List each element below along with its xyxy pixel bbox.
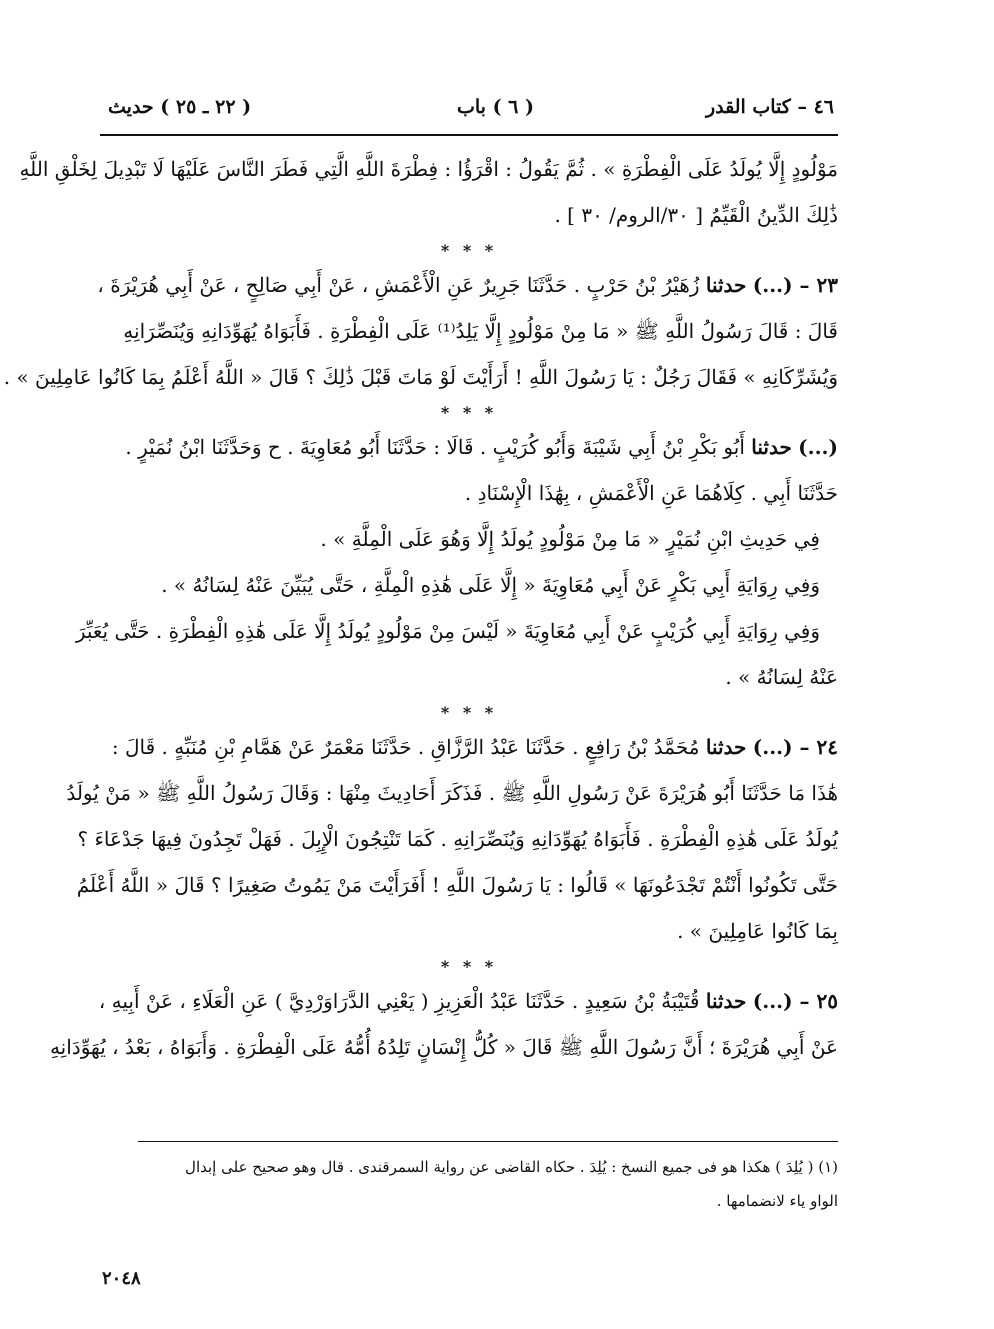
header-book-title: ٤٦ – كتاب القدر xyxy=(705,96,834,118)
section-separator xyxy=(100,241,838,260)
line-text: بِمَا كَانُوا عَامِلِينَ » . xyxy=(677,919,838,943)
text-line xyxy=(100,516,838,562)
hadith-number: (...) xyxy=(798,435,838,459)
stars-glyphs: * * * xyxy=(440,957,498,976)
section-separator xyxy=(100,957,838,976)
text-line xyxy=(66,770,838,816)
text-line xyxy=(100,654,838,700)
haddathana-marker: حدثنا xyxy=(705,735,747,759)
hadith-opening-line xyxy=(100,724,838,770)
hadith-number: ٢٣ – (...) xyxy=(752,273,838,297)
line-text: فِي حَدِيثِ ابْنِ نُمَيْرٍ « مَا مِنْ مَوْلُودٍ يُولَدُ إِلَّا وَهُوَ عَلَى الْمِلَّةِ » . xyxy=(320,527,820,551)
text-line xyxy=(3,354,838,400)
header-chapter: ( ٦ ) باب xyxy=(456,96,534,118)
stars-glyphs: * * * xyxy=(440,403,498,422)
line-text: وَفِي رِوَايَةِ أَبِي بَكْرٍ عَنْ أَبِي مُعَاوِيَةَ « إِلَّا عَلَى هَٰذِهِ الْمِلَّةِ ، حَتَّى يُبَيِّنَ عَنْهُ لِسَانُهُ » . xyxy=(161,573,820,597)
text-line xyxy=(100,562,838,608)
line-text: يُولَدُ عَلَى هَٰذِهِ الْفِطْرَةِ . فَأَبَوَاهُ يُهَوِّدَانِهِ وَيُنَصِّرَانِهِ . كَمَا تَنْتِجُونَ الْإِبِلَ . فَهَلْ تَجِدُونَ فِيهَا جَدْعَاءَ ؟ xyxy=(77,827,838,851)
haddathana-marker: حدثنا xyxy=(751,435,792,459)
line-text: مُحَمَّدُ بْنُ رَافِعٍ . حَدَّثَنَا عَبْدُ الرَّزَّاقِ . حَدَّثَنَا مَعْمَرٌ عَنْ هَمَّامِ بْنِ مُنَبِّهٍ . قَالَ : xyxy=(111,735,700,759)
line-text: قَالَ : قَالَ رَسُولُ اللَّهِ ﷺ « مَا مِنْ مَوْلُودٍ إِلَّا يَلِدُ⁽¹⁾ عَلَى الْفِطْرَةِ . فَأَبَوَاهُ يُهَوِّدَانِهِ وَيُنَصِّرَانِهِ xyxy=(123,319,838,343)
page-number: ٢٠٤٨ xyxy=(102,1268,141,1289)
text-line xyxy=(100,470,838,516)
text-line xyxy=(76,862,838,908)
text-line xyxy=(19,146,838,192)
footnote-rule xyxy=(138,1141,838,1142)
hadith-opening-line xyxy=(100,424,838,470)
main-text xyxy=(3,146,838,1070)
hadith-number: ٢٤ – (...) xyxy=(752,735,838,759)
hadith-opening-line xyxy=(100,978,838,1024)
line-text: قُتَيْبَةُ بْنُ سَعِيدٍ . حَدَّثَنَا عَبْدُ الْعَزِيزِ ( يَعْنِي الدَّرَاوَرْدِيَّ ) عَنِ الْعَلَاءِ ، عَنْ أَبِيهِ ، xyxy=(98,989,700,1013)
line-text: أَبُو بَكْرِ بْنُ أَبِي شَيْبَةَ وَأَبُو كُرَيْبٍ . قَالَا : حَدَّثَنَا أَبُو مُعَاوِيَةَ . ح وَحَدَّثَنَا ابْنُ نُمَيْرٍ . xyxy=(125,435,745,459)
line-text: زُهَيْرُ بْنُ حَرْبٍ . حَدَّثَنَا جَرِيرٌ عَنِ الْأَعْمَشِ ، عَنْ أَبِي صَالِحٍ ، عَنْ أَبِي هُرَيْرَةَ ، xyxy=(97,273,700,297)
text-line xyxy=(100,192,838,238)
line-text: هَٰذَا مَا حَدَّثَنَا أَبُو هُرَيْرَةَ عَنْ رَسُولِ اللَّهِ ﷺ . فَذَكَرَ أَحَادِيثَ مِنْهَا : وَقَالَ رَسُولُ اللَّهِ ﷺ « مَنْ يُولَدُ xyxy=(66,781,838,805)
line-text: عَنْ أَبِي هُرَيْرَةَ ؛ أَنَّ رَسُولَ اللَّهِ ﷺ قَالَ « كُلُّ إِنْسَانٍ تَلِدُهُ أُمُّهُ عَلَى الْفِطْرَةِ . وَأَبَوَاهُ ، بَعْدُ ، يُهَوِّدَانِهِ xyxy=(49,1035,838,1059)
line-text: حَتَّى تَكُونُوا أَنْتُمْ تَجْدَعُونَهَا » قَالُوا : يَا رَسُولَ اللَّهِ ! أَفَرَأَيْتَ مَنْ يَمُوتُ صَغِيرًا ؟ قَالَ « اللَّهُ أَعْلَمُ xyxy=(76,873,838,897)
line-text: وَيُشَرِّكَانِهِ » فَقَالَ رَجُلٌ : يَا رَسُولَ اللَّهِ ! أَرَأَيْتَ لَوْ مَاتَ قَبْلَ ذَٰلِكَ ؟ قَالَ « اللَّهُ أَعْلَمُ بِمَا كَانُوا عَامِلِينَ » . xyxy=(3,365,838,389)
hadith-number: ٢٥ – (...) xyxy=(752,989,838,1013)
text-line xyxy=(75,608,838,654)
line-text: حَدَّثَنَا أَبِي . كِلَاهُمَا عَنِ الْأَعْمَشِ ، بِهَٰذَا الْإِسْنَادِ . xyxy=(464,481,838,505)
text-line xyxy=(100,908,838,954)
line-text: مَوْلُودٍ إِلَّا يُولَدُ عَلَى الْفِطْرَةِ » . ثُمَّ يَقُولُ : اقْرَؤُا : فِطْرَةَ اللَّهِ الَّتِي فَطَرَ النَّاسَ عَلَيْهَا لَا تَبْدِيلَ لِخَلْقِ اللَّهِ xyxy=(19,157,838,181)
section-separator xyxy=(100,703,838,722)
footnote-line: (١) ( يُلِدَ ) هكذا هو فى جميع النسخ : يُلِدَ . حكاه القاضى عن رواية السمرقندى . قال وهو صحيح على إبدال xyxy=(185,1158,838,1176)
footnote-line: الواو ياء لانضمامها . xyxy=(716,1192,838,1210)
line-text: عَنْهُ لِسَانُهُ » . xyxy=(725,665,838,689)
line-text: وَفِي رِوَايَةِ أَبِي كُرَيْبٍ عَنْ أَبِي مُعَاوِيَةَ « لَيْسَ مِنْ مَوْلُودٍ يُولَدُ إِلَّا عَلَى هَٰذِهِ الْفِطْرَةِ . حَتَّى يُعَبِّرَ xyxy=(75,619,820,643)
line-text: ذَٰلِكَ الدِّينُ الْقَيِّمُ [ ٣٠/الروم/ ٣٠ ] . xyxy=(554,203,838,227)
stars-glyphs: * * * xyxy=(440,703,498,722)
footnote xyxy=(100,1150,838,1218)
running-header xyxy=(108,96,834,130)
haddathana-marker: حدثنا xyxy=(705,989,747,1013)
haddathana-marker: حدثنا xyxy=(705,273,747,297)
section-separator xyxy=(100,403,838,422)
hadith-opening-line xyxy=(97,262,838,308)
stars-glyphs: * * * xyxy=(440,241,498,260)
text-line xyxy=(77,816,838,862)
header-rule xyxy=(100,134,838,136)
header-hadith-range: ( ٢٢ ـ ٢٥ ) حديث xyxy=(108,96,252,118)
text-line xyxy=(100,308,838,354)
text-line xyxy=(49,1024,838,1070)
